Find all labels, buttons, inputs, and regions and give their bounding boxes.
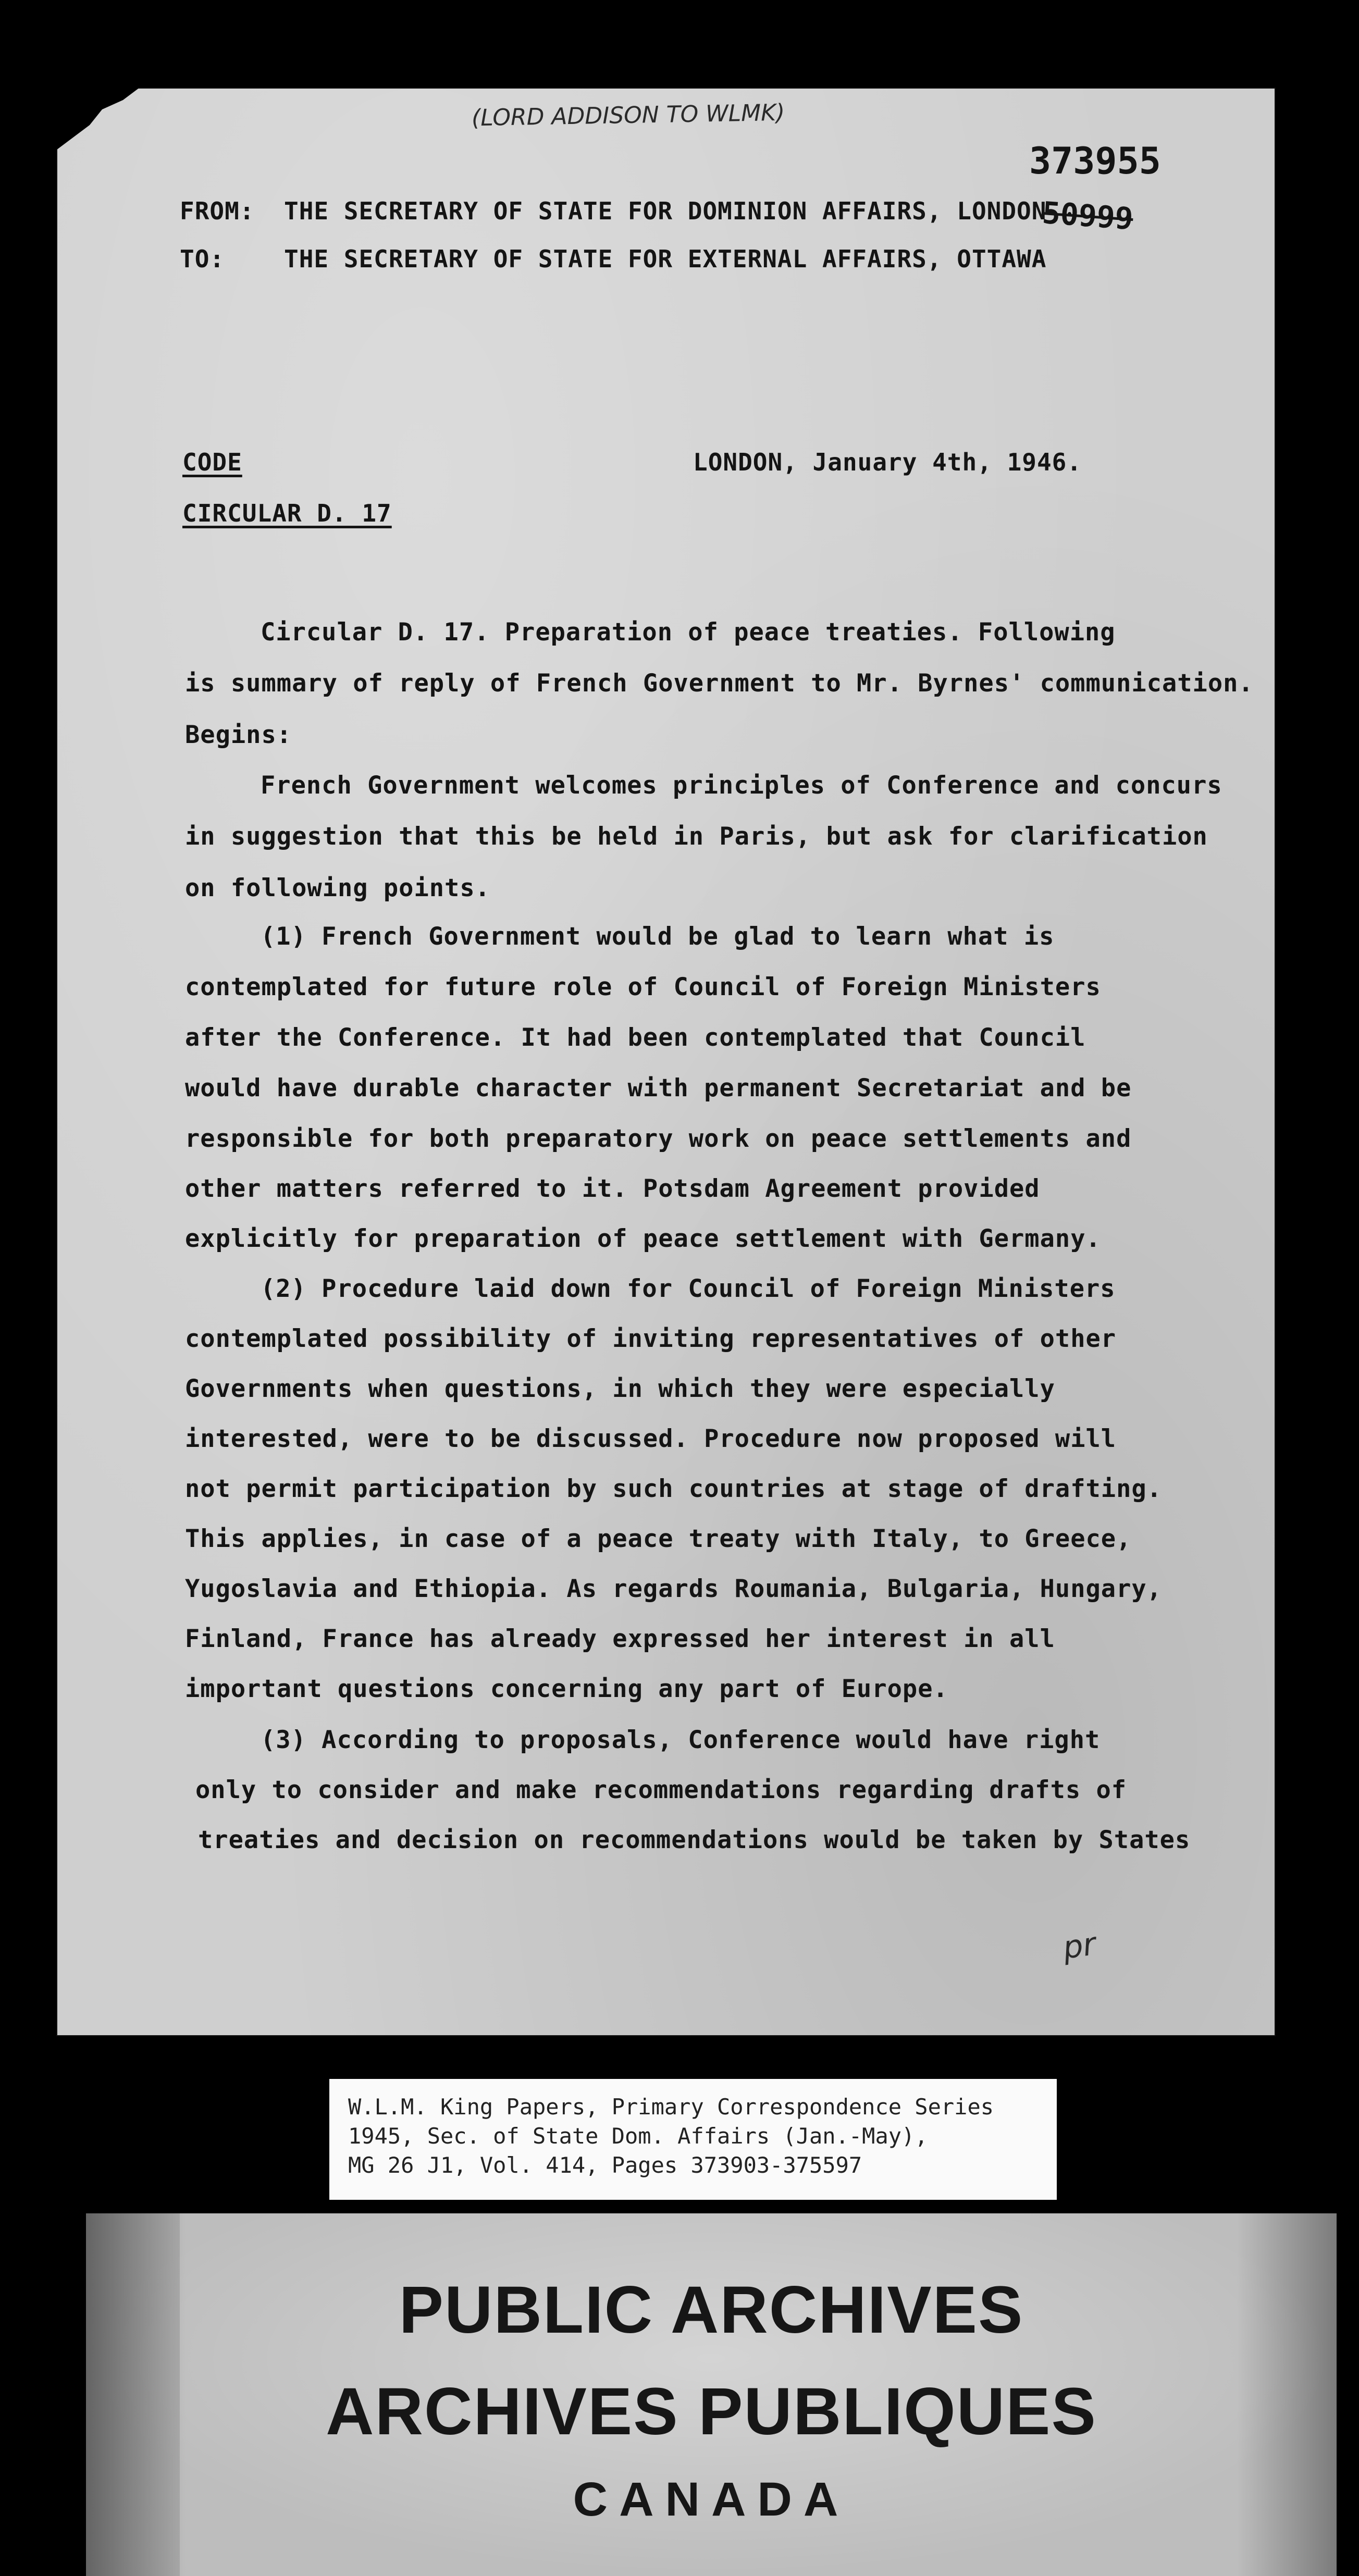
from-label: FROM: [180,197,255,225]
body-line: contemplated for future role of Council of Foreign Ministers [185,973,1101,1001]
body-line: other matters referred to it. Potsdam Agreement provided [185,1174,1040,1203]
body-line: interested, were to be discussed. Procedure now proposed will [185,1425,1117,1453]
to-label: TO: [180,245,225,273]
caption-line: MG 26 J1, Vol. 414, Pages 373903-375597 [348,2152,862,2178]
body-line: would have durable character with permanent Secretariat and be [185,1074,1132,1103]
caption-line: 1945, Sec. of State Dom. Affairs (Jan.-May), [348,2123,928,2149]
body-line: responsible for both preparatory work on peace settlements and [185,1124,1132,1153]
archive-caption [329,2079,1057,2200]
body-line: Finland, France has already expressed her interest in all [185,1625,1055,1653]
body-line: important questions concerning any part of Europe. [185,1675,948,1703]
body-line: on following points. [185,874,490,902]
document-number: 373955 [1029,140,1161,182]
body-line: (1) French Government would be glad to learn what is [261,922,1055,951]
body-line: Circular D. 17. Preparation of peace treaties. Following [261,618,1116,647]
body-line: is summary of reply of French Government to Mr. Byrnes' communication. [185,669,1254,698]
stamp-line-public-archives: PUBLIC ARCHIVES [399,2273,1024,2347]
place-date: LONDON, January 4th, 1946. [693,448,1082,476]
classification: CODE [182,448,242,476]
caption-line: W.L.M. King Papers, Primary Correspondence Series [348,2094,994,2120]
body-line: Governments when questions, in which they were especially [185,1374,1055,1403]
stamp-line-archives-publiques: ARCHIVES PUBLIQUES [326,2374,1097,2449]
handwritten-note: (LORD ADDISON TO WLMK) [471,99,785,132]
body-line: (3) According to proposals, Conference would have right [261,1726,1101,1754]
handwritten-initials: pr [1060,1925,1098,1967]
circular-reference: CIRCULAR D. 17 [182,499,392,527]
body-line: not permit participation by such countries at stage of drafting. [185,1475,1162,1503]
body-line: contemplated possibility of inviting representatives of other [185,1324,1117,1353]
body-line: treaties and decision on recommendations would be taken by States [198,1826,1191,1854]
to-value: THE SECRETARY OF STATE FOR EXTERNAL AFFAIRS, OTTAWA [284,245,1047,273]
body-line: explicitly for preparation of peace settlement with Germany. [185,1224,1101,1253]
struck-number: 50999 [1041,194,1134,237]
body-line: This applies, in case of a peace treaty with Italy, to Greece, [185,1525,1132,1553]
body-line: after the Conference. It had been contemplated that Council [185,1023,1086,1052]
body-line: Begins: [185,721,292,749]
from-value: THE SECRETARY OF STATE FOR DOMINION AFFAIRS, LONDON [284,197,1047,225]
stamp-line-canada: CANADA [573,2473,850,2526]
body-line: only to consider and make recommendations regarding drafts of [195,1776,1127,1804]
body-line: in suggestion that this be held in Paris, but ask for clarification [185,822,1208,851]
body-line: (2) Procedure laid down for Council of Foreign Ministers [261,1274,1116,1303]
body-line: French Government welcomes principles of Conference and concurs [261,771,1222,800]
body-line: Yugoslavia and Ethiopia. As regards Roumania, Bulgaria, Hungary, [185,1575,1162,1603]
